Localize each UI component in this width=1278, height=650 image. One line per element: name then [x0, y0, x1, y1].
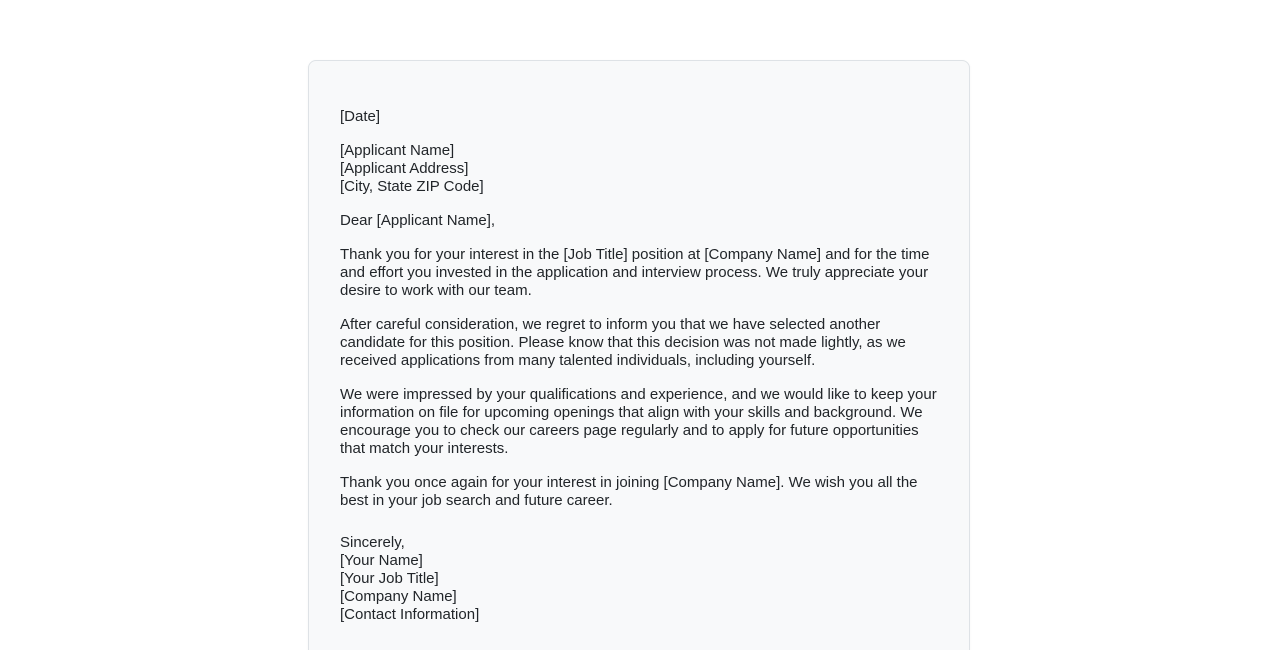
recipient-city-line: [City, State ZIP Code]: [340, 178, 484, 195]
signature-name-line: [Your Name]: [340, 552, 423, 569]
letter-date: [Date]: [340, 108, 381, 125]
recipient-address-block: [340, 142, 938, 196]
recipient-address-line: [Applicant Address]: [340, 160, 469, 177]
letter-paragraph: Thank you once again for your interest in joining [Company Name]. We wish you all the best in your job search and future career.: [340, 474, 918, 509]
signature-title-line: [Your Job Title]: [340, 570, 439, 587]
signature-company-line: [Company Name]: [340, 588, 457, 605]
signature-block: [340, 534, 938, 624]
letter-paragraph: Thank you for your interest in the [Job Title] position at [Company Name] and for the time and effort you invested in the application and interview process. We truly appreciate your desire to work with our team.: [340, 246, 930, 299]
letter-paragraph: We were impressed by your qualifications and experience, and we would like to keep your information on file for upcoming openings that align with your skills and background. We encourage you to check our careers page regularly and to apply for future opportunities that match your interests.: [340, 386, 937, 457]
letter-card: [308, 60, 970, 650]
letter-salutation: Dear [Applicant Name],: [340, 212, 496, 229]
signature-contact-line: [Contact Information]: [340, 606, 480, 623]
letter-closing: Sincerely,: [340, 534, 405, 551]
letter-paragraph: After careful consideration, we regret to inform you that we have selected another candidate for this position. Please know that this decision was not made lightly, as we received applications from many talented individuals, including yourself.: [340, 316, 906, 369]
recipient-name-line: [Applicant Name]: [340, 142, 455, 159]
